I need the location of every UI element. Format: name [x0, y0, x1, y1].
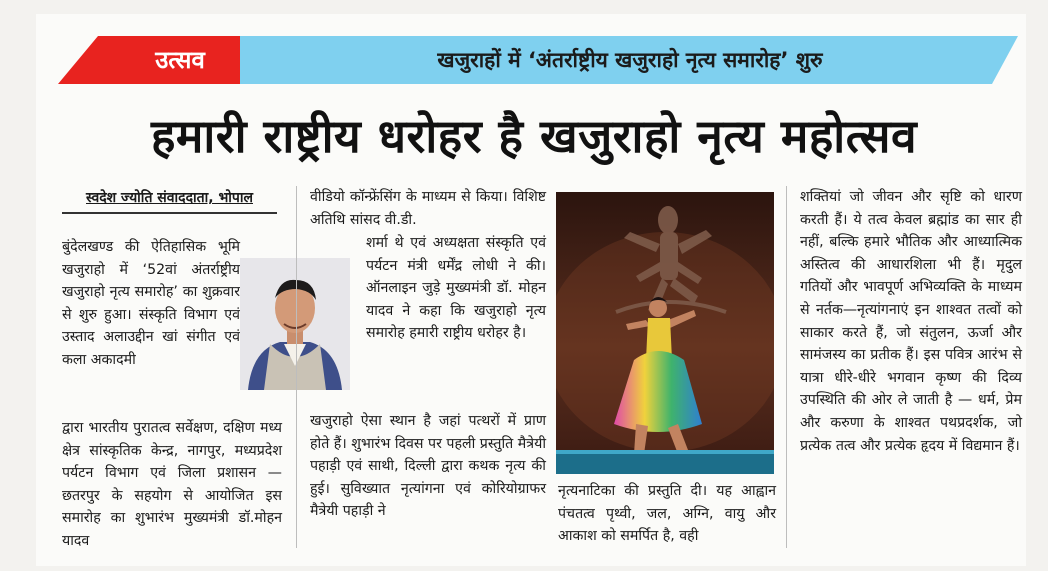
paragraph: वीडियो कॉन्फ्रेंसिंग के माध्यम से किया। विशिष्ट अतिथि सांसद वी.डी.	[310, 189, 546, 228]
column-divider	[786, 186, 787, 548]
column-3-text	[558, 480, 776, 548]
paragraph: खजुराहो ऐसा स्थान है जहां पत्थरों में प्राण होते हैं। शुभारंभ दिवस पर पहली प्रस्तुति मैत्रेयी पहाड़ी एवं साथी, दिल्ली द्वारा कथक नृत्य की हुई। सुविख्यात नृत्यांगना एवं कोरियोग्राफर मैत्रेयी पहाड़ी ने	[310, 413, 546, 520]
section-tag: उत्सव	[155, 46, 205, 74]
column-2-bottom	[310, 410, 546, 523]
dancer-photo-icon	[556, 192, 774, 474]
column-2-top	[310, 186, 546, 231]
paragraph: बुंदेलखण्ड की ऐतिहासिक भूमि खजुराहो में ‘52वां अंतर्राष्ट्रीय खजुराहो नृत्य समारोह’ का शुक्रवार से शुरु हुआ। संस्कृति विभाग एवं उस्ताद अलाउद्दीन खां संगीत एवं कला अकादमी	[62, 239, 240, 368]
paragraph: नृत्यनाटिका की प्रस्तुति दी। यह आह्वान पंचतत्व पृथ्वी, जल, अग्नि, वायु और आकाश को समर्पित है, वही	[558, 483, 776, 545]
subheadline: खजुराहों में ‘अंतर्राष्ट्रीय खजुराहो नृत्य समारोह’ शुरु	[437, 48, 823, 72]
byline-rule	[62, 212, 277, 214]
paragraph: शक्तियां जो जीवन और सृष्टि को धारण करती हैं। ये तत्व केवल ब्रह्मांड का सार ही नहीं, बल्कि हमारे भौतिक और आध्यात्मिक अस्तित्व की आधारशिला भी हैं। मृदुल गतियों और भावपूर्ण अभिव्यक्ति के माध्यम से नर्तक—नृत्यांगनाएं इन शाश्वत तत्वों को साकार करते हैं, जो संतुलन, ऊर्जा और सामंजस्य का प्रतीक हैं। इस पवित्र आरंभ से यात्रा धीरे-धीरे भगवान कृष्ण की दिव्य उपस्थिति की ओर ले जाती है — धर्म, प्रेम और करुणा के शाश्वत पथप्रदर्शक, जो प्रत्येक तत्व और प्रत्येक हृदय में विद्यमान हैं।	[800, 189, 1022, 454]
portrait-photo	[240, 258, 350, 390]
paragraph: द्वारा भारतीय पुरातत्व सर्वेक्षण, दक्षिण मध्य क्षेत्र सांस्कृतिक केन्द्र, नागपुर, मध्यप्रदेश पर्यटन विभाग एवं जिला प्रशासन — छतरपुर के सहयोग से आयोजित इस समारोह का शुभारंभ मुख्यमंत्री डॉ.मोहन यादव	[62, 420, 282, 549]
column-divider	[296, 186, 297, 548]
column-1-top	[62, 236, 240, 372]
column-2-middle	[366, 232, 546, 345]
dance-performance-photo	[556, 192, 774, 474]
person-portrait-icon	[240, 258, 350, 390]
byline: स्वदेश ज्योति संवाददाता, भोपाल	[86, 190, 253, 206]
headline: हमारी राष्ट्रीय धरोहर है खजुराहो नृत्य महोत्सव	[150, 109, 918, 163]
column-4	[800, 186, 1022, 457]
column-1-bottom	[62, 417, 282, 553]
paragraph: शर्मा थे एवं अध्यक्षता संस्कृति एवं पर्यटन मंत्री धर्मेंद्र लोधी ने की। ऑनलाइन जुड़े मुख्यमंत्री डॉ. मोहन यादव ने कहा कि खजुराहो नृत्य समारोह हमारी राष्ट्रीय धरोहर है।	[366, 235, 546, 342]
